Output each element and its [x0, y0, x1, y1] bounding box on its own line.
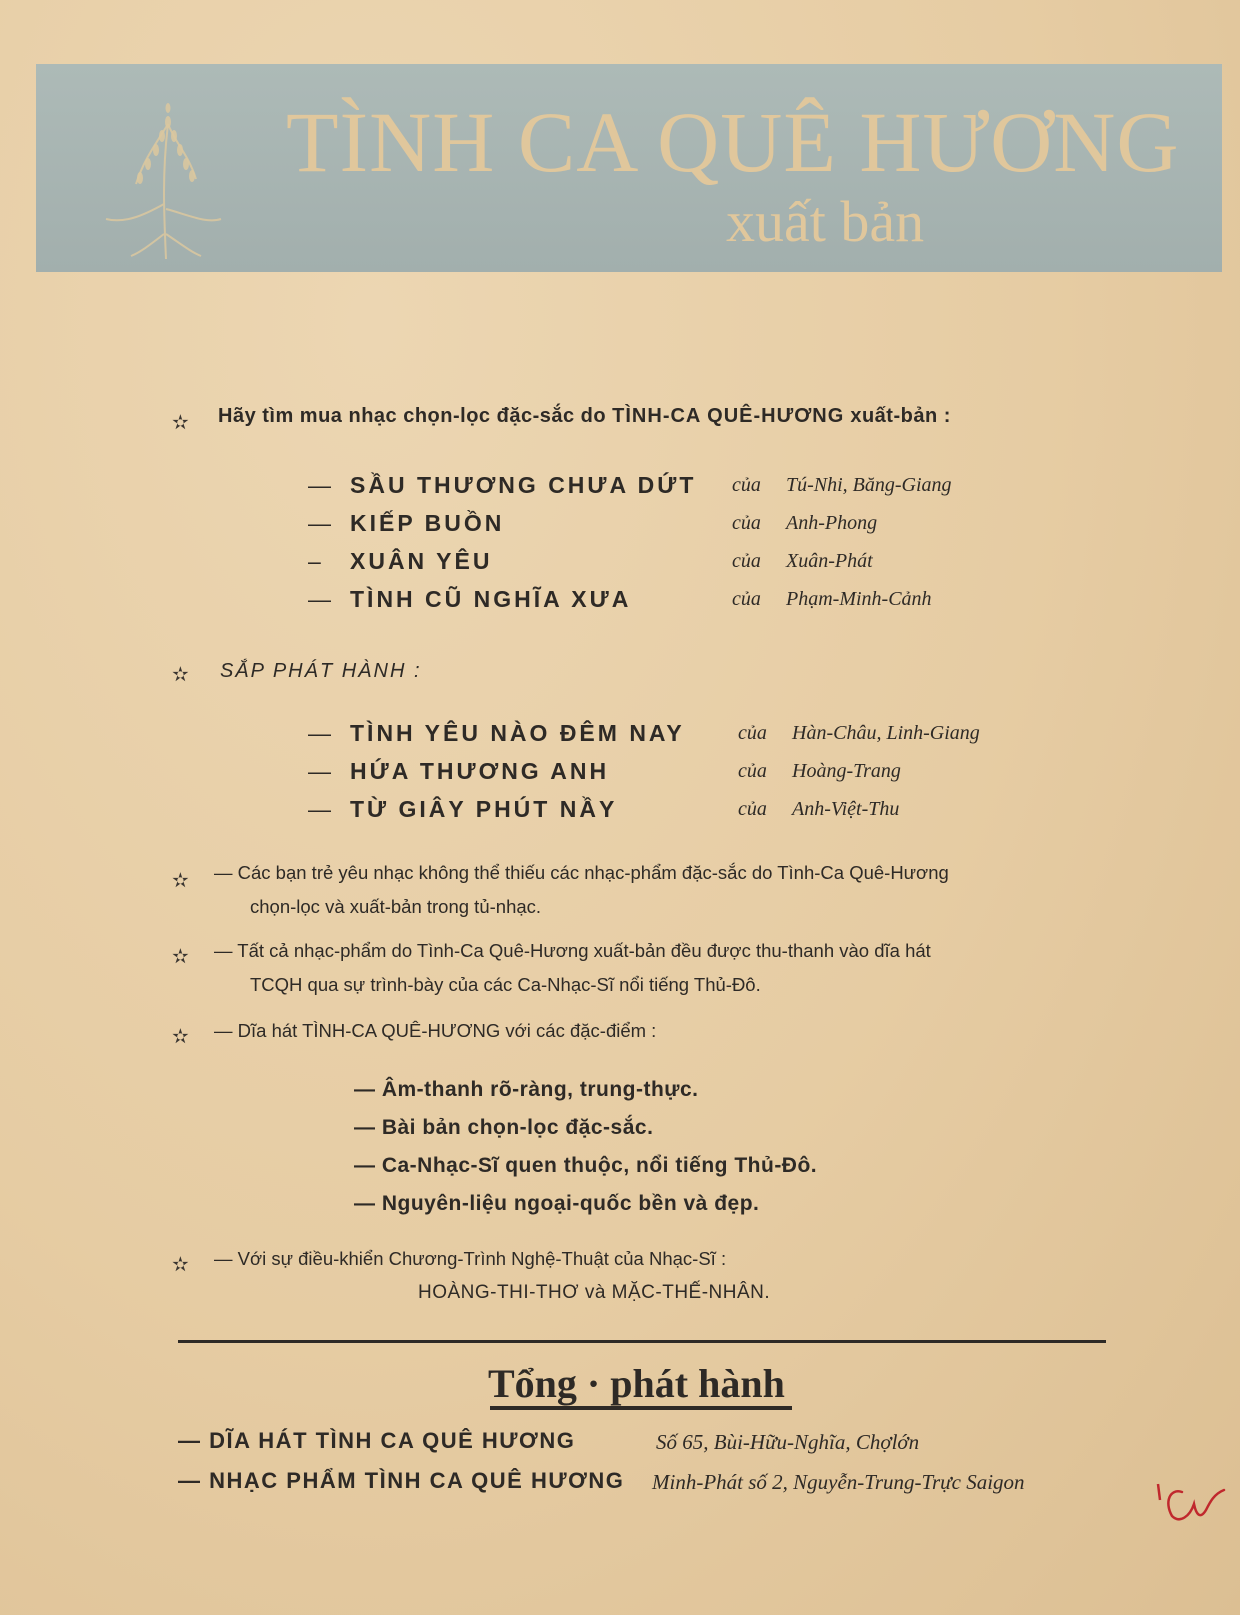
song-title: — KIẾP BUỒN: [308, 510, 505, 536]
star-bullet-icon: ✫: [172, 870, 189, 892]
intro-line: [218, 405, 951, 428]
feature-item: — Âm-thanh rõ-ràng, trung-thực.: [354, 1078, 699, 1101]
star-bullet-icon: ✫: [172, 1254, 189, 1276]
publisher-banner: [36, 64, 1222, 272]
intro-suffix: xuất-bản :: [844, 405, 951, 427]
star-bullet-icon: ✫: [172, 1026, 189, 1048]
upcoming-header: SẮP PHÁT HÀNH :: [220, 660, 422, 682]
song-title: — TỪ GIÂY PHÚT NẦY: [308, 796, 618, 822]
note-1-line-2: chọn-lọc và xuất-bản trong tủ-nhạc.: [250, 896, 542, 917]
song-title: — TÌNH YÊU NÀO ĐÊM NAY: [308, 720, 685, 746]
note-3: — Dĩa hát TÌNH-CA QUÊ-HƯƠNG với các đặc-điểm :: [214, 1020, 657, 1041]
banner-subtitle: xuất bản: [726, 189, 925, 254]
handwritten-mark: [1152, 1470, 1232, 1530]
song-title: — SẦU THƯƠNG CHƯA DỨT: [308, 472, 697, 498]
song-author: của Anh-Việt-Thu: [738, 798, 900, 820]
song-author: của Xuân-Phát: [732, 550, 873, 572]
distributor-name: — NHẠC PHẨM TÌNH CA QUÊ HƯƠNG: [178, 1468, 625, 1493]
song-author: của Hoàng-Trang: [738, 760, 901, 782]
divider: [178, 1340, 1106, 1343]
direction-line-2: HOÀNG-THI-THƠ và MẶC-THẾ-NHÂN.: [418, 1282, 771, 1303]
star-bullet-icon: ✫: [172, 664, 189, 686]
song-author: của Hàn-Châu, Linh-Giang: [738, 722, 980, 744]
distributor-address: Số 65, Bùi-Hữu-Nghĩa, Chợlớn: [656, 1430, 920, 1454]
banner-title: TÌNH CA QUÊ HƯƠNG: [286, 94, 1180, 190]
distributor-address: Minh-Phát số 2, Nguyễn-Trung-Trực Saigon: [652, 1470, 1025, 1494]
feature-item: — Nguyên-liệu ngoại-quốc bền và đẹp.: [354, 1192, 760, 1215]
distributor-name: — DĨA HÁT TÌNH CA QUÊ HƯƠNG: [178, 1428, 576, 1453]
star-bullet-icon: ✫: [172, 412, 189, 434]
note-2-line-2: TCQH qua sự trình-bày của các Ca-Nhạc-Sĩ nổi tiếng Thủ-Đô.: [250, 974, 761, 995]
song-title: – XUÂN YÊU: [308, 548, 493, 574]
direction-line-1: — Với sự điều-khiển Chương-Trình Nghệ-Thuật của Nhạc-Sĩ :: [214, 1248, 727, 1269]
song-title: — TÌNH CŨ NGHĨA XƯA: [308, 586, 632, 612]
distribution-title: Tổng · phát hành: [488, 1361, 785, 1406]
song-author: của Anh-Phong: [732, 512, 878, 534]
note-1-line-1: — Các bạn trẻ yêu nhạc không thể thiếu các nhạc-phẩm đặc-sắc do Tình-Ca Quê-Hương: [214, 862, 949, 883]
feature-item: — Ca-Nhạc-Sĩ quen thuộc, nổi tiếng Thủ-Đô.: [354, 1154, 818, 1177]
rice-stalk-icon: [96, 84, 226, 259]
star-bullet-icon: ✫: [172, 946, 189, 968]
intro-prefix: Hãy tìm mua nhạc chọn-lọc đặc-sắc do: [218, 405, 613, 427]
note-2-line-1: — Tất cả nhạc-phẩm do Tình-Ca Quê-Hương xuất-bản đều được thu-thanh vào dĩa hát: [214, 940, 931, 961]
title-underline: [490, 1406, 792, 1410]
feature-item: — Bài bản chọn-lọc đặc-sắc.: [354, 1116, 654, 1139]
intro-brand: TÌNH-CA QUÊ-HƯƠNG: [612, 405, 845, 427]
song-author: của Tú-Nhi, Băng-Giang: [732, 474, 952, 496]
song-title: — HỨA THƯƠNG ANH: [308, 758, 610, 784]
song-author: của Phạm-Minh-Cảnh: [732, 588, 932, 610]
